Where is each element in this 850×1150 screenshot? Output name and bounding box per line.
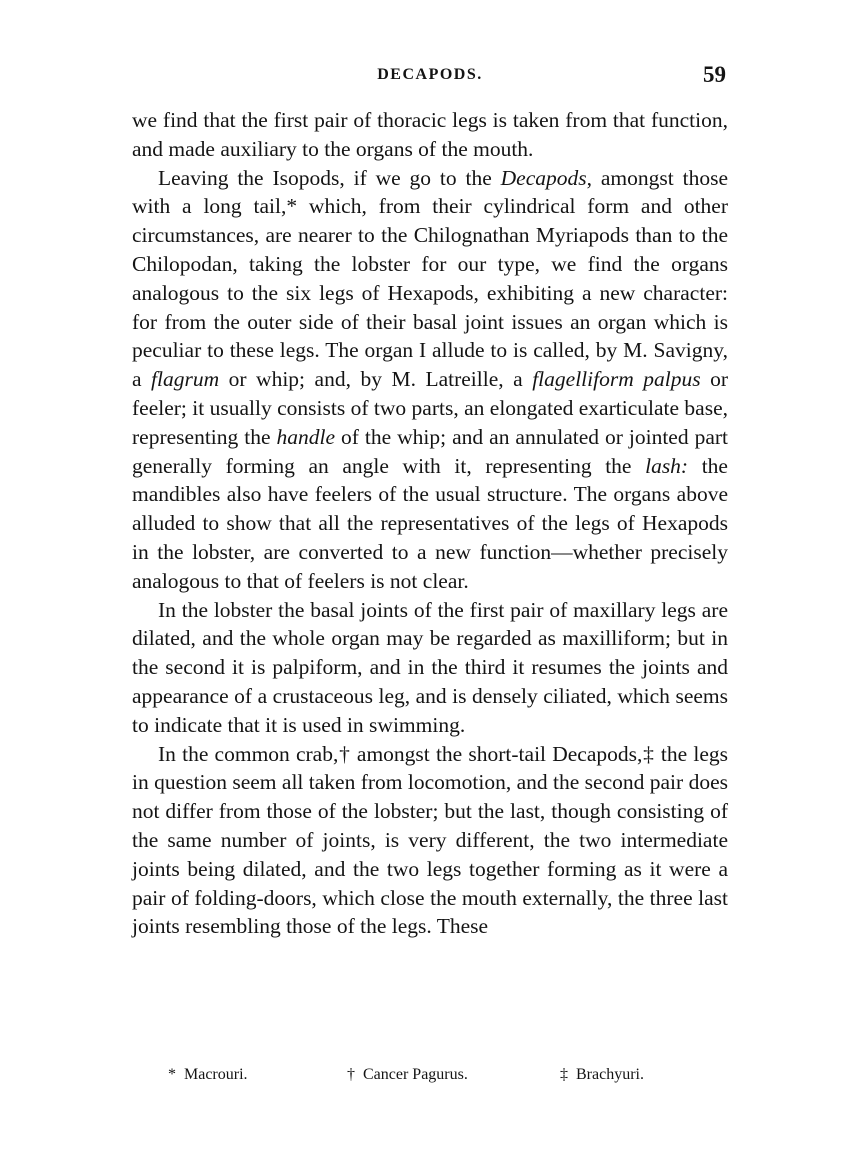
page-header [132, 62, 728, 88]
italic-term: flagelliform palpus [532, 367, 701, 392]
paragraph [132, 740, 728, 942]
text-run: of the whip; and an annulated or jointed part generally forming an angle with it, representing the [132, 424, 728, 478]
footnote-mark: † [347, 1066, 355, 1083]
footnote-text: Brachyuri. [576, 1066, 644, 1083]
paragraph [132, 164, 728, 596]
italic-term: handle [276, 424, 336, 449]
text-run: In the common crab,† amongst the short-tail Decapods,‡ the legs in question seem all taken from locomotion, and the second pair does not differ from those of the lobster; but the last, though consisting of the same number of joints, is very different, the two intermediate joints being dilated, and the two legs together forming as it were a pair of folding-doors, which close the mouth externally, the three last joints resembling those of the legs. These [132, 741, 728, 939]
italic-term: flagrum [151, 367, 220, 392]
footnote-mark: * [168, 1066, 176, 1083]
text-run: In the lobster the basal joints of the first pair of maxillary legs are dilated, and the whole organ may be regarded as maxilliform; but in the second it is palpiform, and in the third it resumes the joints and appearance of a crustaceous leg, and is densely ciliated, which seems to indicate that it is used in swimming. [132, 597, 728, 737]
text-run: the mandibles also have feelers of the usual structure. The organs above alluded to show that all the representatives of the legs of Hexapods in the lobster, are converted to a new function—whether precisely analogous to that of feelers is not clear. [132, 453, 728, 593]
footnote [560, 1066, 644, 1084]
footnote-text: Cancer Pagurus. [363, 1066, 468, 1083]
paragraph [132, 596, 728, 740]
footnote-text: Macrouri. [184, 1066, 248, 1083]
text-run: we find that the first pair of thoracic legs is taken from that function, and made auxiliary to the organs of the mouth. [132, 108, 728, 161]
page-number: 59 [703, 62, 726, 87]
italic-term: Decapods [500, 165, 587, 190]
paragraph [132, 106, 728, 164]
running-head: DECAPODS. [377, 66, 483, 83]
footnote [347, 1066, 468, 1084]
text-run: or whip; and, by M. Latreille, a [219, 367, 533, 392]
footnote [168, 1066, 248, 1084]
footnotes [132, 1066, 728, 1090]
footnote-mark: ‡ [560, 1066, 568, 1083]
text-run: , amongst those with a long tail,* which, from their cylindrical form and other circumstances, are nearer to the Chilognathan Myriapods than to the Chilopodan, taking the lobster for our type, we find the organs analogous to the six legs of Hexapods, exhibiting a new character: for from the outer side of their basal joint issues an organ which is peculiar to these legs. The organ I allude to is called, by M. Savigny, a [132, 165, 728, 392]
body-text [132, 106, 728, 941]
italic-term: lash: [645, 453, 689, 478]
text-run: Leaving the Isopods, if we go to the [158, 165, 501, 190]
text-run: or feeler; it usually consists of two parts, an elongated exarticulate base, representing the [132, 367, 728, 449]
